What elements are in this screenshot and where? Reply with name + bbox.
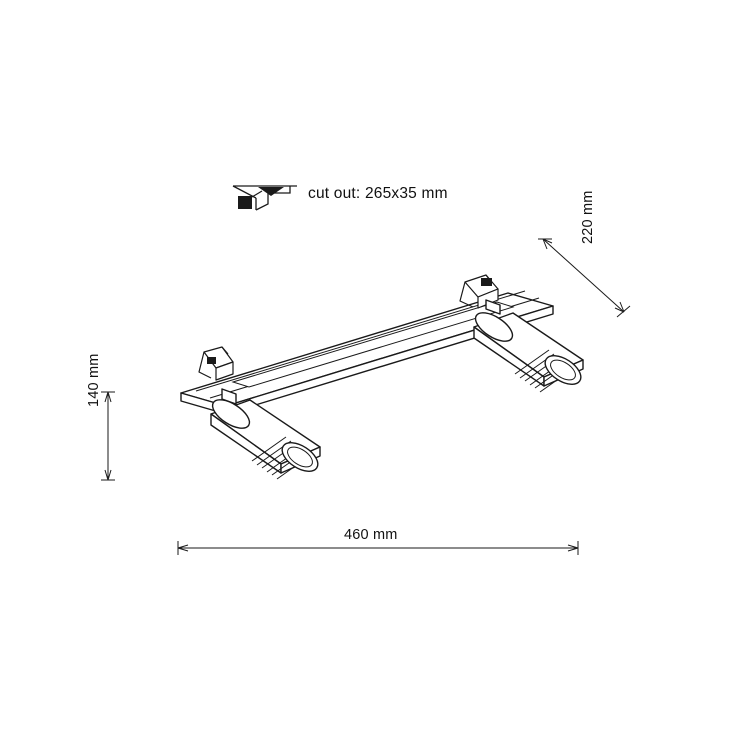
- depth-dimension-label: 220 mm: [580, 190, 596, 244]
- width-dimension-label: 460 mm: [344, 527, 398, 543]
- spring-clip-left: [199, 347, 233, 380]
- dimension-height: [101, 392, 115, 480]
- cutout-bracket-icon: [233, 186, 297, 210]
- recess-channel: [233, 302, 513, 387]
- height-dimension-label: 140 mm: [86, 353, 102, 407]
- cutout-label: cut out: 265x35 mm: [308, 185, 448, 202]
- dimension-width: [178, 541, 578, 555]
